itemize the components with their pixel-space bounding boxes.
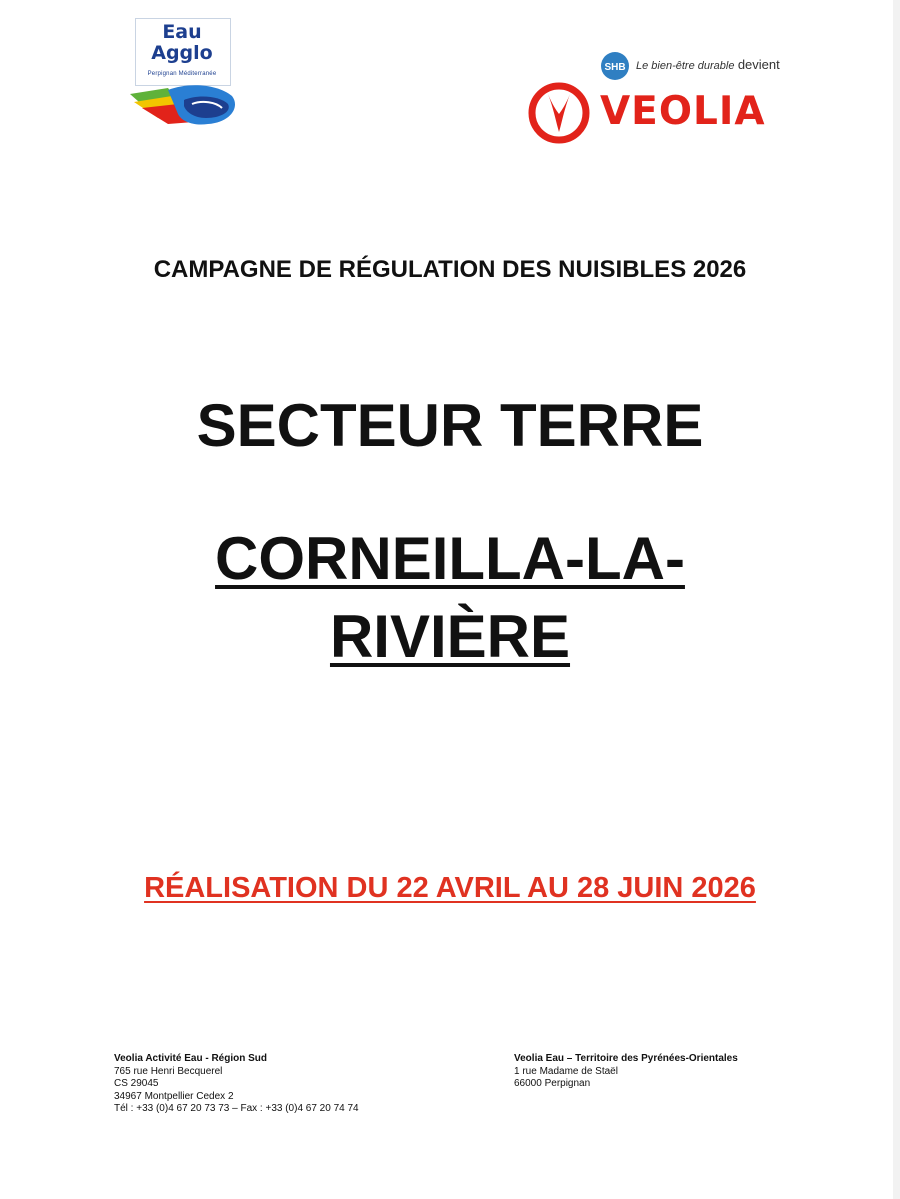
eau-agglo-logo-word-agglo: Agglo [151, 42, 213, 64]
veolia-emblem-icon [528, 82, 594, 144]
veolia-wordmark: VEOLIA [600, 89, 766, 134]
footer-left-company: Veolia Activité Eau - Région Sud [114, 1053, 267, 1064]
eau-agglo-logo [128, 18, 238, 128]
eau-agglo-logo-word-eau: Eau [162, 21, 202, 43]
footer-right-company: Veolia Eau – Territoire des Pyrénées-Orientales [514, 1053, 738, 1064]
sector-title: SECTEUR TERRE [196, 392, 704, 459]
shb-tagline-italic: Le bien-être durable [636, 60, 735, 72]
footer-address-right [514, 1053, 738, 1091]
shb-badge-text: SHB [604, 62, 626, 73]
page-edge [893, 0, 900, 1199]
eau-agglo-landscape-icon [128, 82, 238, 128]
footer-left-phone: Tél : +33 (0)4 67 20 73 73 – Fax : +33 (0)4 67 20 74 74 [114, 1103, 359, 1114]
commune-name-line1: CORNEILLA-LA- [215, 525, 685, 592]
footer-right-street: 1 rue Madame de Staël [514, 1065, 618, 1077]
footer-left-street: 765 rue Henri Becquerel [114, 1065, 223, 1077]
commune-name [150, 520, 750, 676]
campaign-title: CAMPAGNE DE RÉGULATION DES NUISIBLES 2026 [153, 256, 747, 283]
footer-left-cs: CS 29045 [114, 1078, 159, 1089]
commune-name-line2: RIVIÈRE [329, 603, 571, 670]
shb-badge-icon [600, 51, 630, 81]
footer-left-city: 34967 Montpellier Cedex 2 [114, 1090, 234, 1102]
realisation-dates: RÉALISATION DU 22 AVRIL AU 28 JUIN 2026 [144, 872, 756, 904]
veolia-logo [528, 48, 784, 148]
eau-agglo-logo-subtitle: Perpignan Méditerranée [147, 71, 217, 77]
shb-tagline [636, 58, 780, 73]
shb-tagline-word: devient [737, 57, 780, 72]
footer-address-left [114, 1053, 359, 1116]
footer-right-city: 66000 Perpignan [514, 1078, 591, 1089]
